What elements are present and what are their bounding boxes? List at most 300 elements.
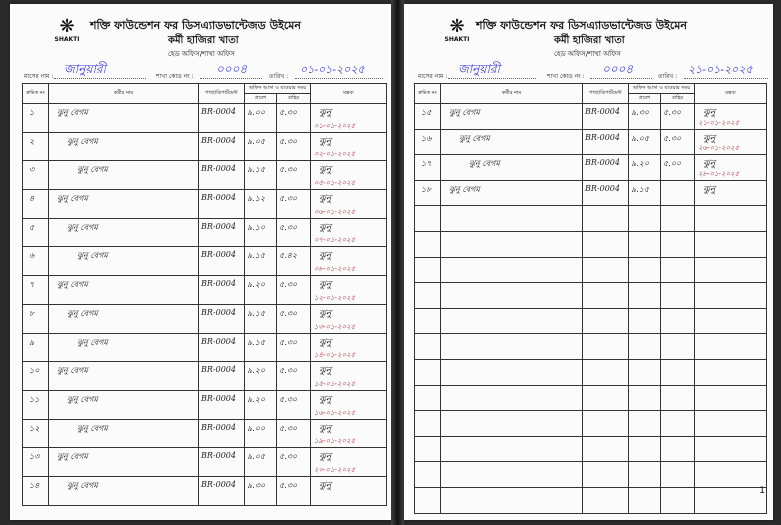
exit-cell	[277, 190, 311, 219]
table-row	[415, 411, 767, 437]
signature-date: ১৩-০১-২০২৫	[314, 322, 356, 331]
table-row	[23, 304, 387, 333]
branch-cell	[583, 155, 629, 181]
serial-cell	[415, 283, 441, 309]
branch-cell	[583, 334, 629, 360]
remarks-cell	[695, 436, 767, 462]
signature: ঝুনু	[319, 108, 332, 118]
table-row	[415, 104, 767, 130]
serial-cell	[415, 359, 441, 385]
serial-cell	[23, 247, 49, 276]
signature: ঝুনু	[319, 423, 332, 434]
serial-cell	[23, 390, 49, 419]
name-cell-text: ঝুনু বেগম	[67, 222, 98, 232]
serial-cell	[23, 333, 49, 362]
serial-cell-text: ১৫	[421, 108, 432, 117]
serial-cell-text: ৬	[29, 251, 35, 261]
table-row	[415, 462, 767, 488]
exit-cell	[277, 304, 311, 333]
serial-cell-text: ৮	[29, 308, 35, 318]
table-row	[23, 276, 387, 305]
signature: ঝুনু	[319, 366, 332, 377]
signature: ঝুনু	[319, 136, 332, 147]
table-row	[23, 333, 387, 362]
table-row	[415, 155, 767, 181]
exit-cell	[661, 104, 695, 130]
branch-cell	[583, 359, 629, 385]
name-cell-text: ঝুনু বেগম	[469, 159, 500, 169]
table-row	[415, 487, 767, 513]
branch-cell	[199, 304, 245, 333]
exit-cell-text: ৫.৩০	[663, 108, 682, 117]
entry-cell-text: ৯.১০	[247, 222, 266, 232]
col-exit: বাহির	[277, 94, 311, 104]
table-row	[23, 476, 387, 505]
exit-cell	[277, 390, 311, 419]
exit-cell	[277, 161, 311, 190]
exit-cell	[661, 411, 695, 437]
right-page	[404, 4, 773, 520]
col-time-group: অফিস আসা ও যাওয়ার সময়	[629, 84, 695, 94]
table-row	[23, 247, 387, 276]
entry-cell-text: ৯.১৫	[247, 337, 266, 347]
serial-cell-text: ১২	[29, 423, 40, 433]
branch-cell	[199, 218, 245, 247]
name-cell	[441, 231, 583, 257]
name-cell	[49, 419, 199, 448]
table-row	[23, 419, 387, 448]
entry-cell	[629, 334, 661, 360]
exit-cell	[277, 104, 311, 133]
serial-cell	[415, 436, 441, 462]
name-cell	[441, 180, 583, 206]
branch-cell	[199, 333, 245, 362]
serial-cell	[415, 206, 441, 232]
remarks-cell	[695, 180, 767, 206]
name-cell-text: ঝুনু বেগম	[57, 194, 88, 204]
date-value: ০১-০১-২০২৫	[300, 63, 365, 76]
remarks-cell	[311, 132, 387, 161]
exit-cell-text: ৫.৩০	[663, 133, 682, 143]
col-name: কর্মীর নাম	[441, 84, 583, 104]
table-row	[23, 390, 387, 419]
branch-cell	[199, 362, 245, 391]
serial-cell-text: ২	[29, 136, 35, 146]
exit-cell	[661, 359, 695, 385]
serial-cell	[23, 448, 49, 477]
office-label: হেড অফিস/শাখা অফিস	[554, 50, 621, 58]
name-cell	[441, 436, 583, 462]
signature: ঝুনু	[319, 165, 332, 176]
serial-cell	[23, 132, 49, 161]
branch-cell	[583, 411, 629, 437]
entry-cell-text: ৯.১৫	[631, 184, 650, 194]
serial-cell	[415, 180, 441, 206]
signature-date: ০৬-০১-২০২৫	[314, 207, 356, 216]
exit-cell	[277, 218, 311, 247]
entry-cell	[629, 487, 661, 513]
serial-cell-text: ১১	[29, 394, 40, 404]
exit-cell	[661, 155, 695, 181]
branch-cell-text: BR-0004	[201, 221, 236, 231]
exit-cell	[277, 276, 311, 305]
name-cell	[441, 257, 583, 283]
serial-cell-text: ৩	[29, 165, 35, 175]
signature-date: ২৬-০১-২০২৫	[698, 144, 740, 153]
name-cell	[441, 411, 583, 437]
shakti-logo: ❋ SHAKTI	[440, 18, 474, 43]
exit-cell-text: ৫.৩০	[279, 308, 298, 318]
table-row	[415, 308, 767, 334]
remarks-cell	[311, 448, 387, 477]
entry-cell-text: ৯.০৫	[247, 136, 266, 146]
signature-date: ০২-০১-২০২৫	[314, 150, 356, 159]
branch-code-label: শাখা কোড নং :	[156, 73, 194, 80]
exit-cell-text: ৫.৩০	[279, 394, 298, 404]
entry-cell	[629, 359, 661, 385]
table-row	[415, 231, 767, 257]
remarks-cell	[695, 308, 767, 334]
signature: ঝুনু	[319, 308, 332, 319]
signature-date: ১৯-০১-২০২৫	[314, 437, 356, 446]
exit-cell-text: ৫.৩০	[279, 452, 298, 462]
branch-cell-text: BR-0004	[201, 279, 236, 289]
remarks-cell	[695, 206, 767, 232]
entry-cell	[629, 283, 661, 309]
table-row	[415, 283, 767, 309]
branch-cell-text: BR-0004	[201, 250, 236, 260]
month-label: মাসের নাম :	[24, 73, 54, 80]
branch-code-value: ০০০৪	[216, 62, 248, 76]
entry-cell	[245, 190, 277, 219]
branch-cell	[199, 276, 245, 305]
name-cell	[441, 155, 583, 181]
col-serial: ক্রমিক নং	[415, 84, 441, 104]
serial-cell	[23, 304, 49, 333]
serial-cell	[23, 161, 49, 190]
serial-cell-text: ১৬	[421, 133, 432, 143]
serial-cell	[415, 308, 441, 334]
exit-cell	[277, 448, 311, 477]
exit-cell	[661, 231, 695, 257]
name-cell-text: ঝুনু বেগম	[57, 366, 88, 376]
remarks-cell	[695, 129, 767, 155]
remarks-cell	[695, 155, 767, 181]
branch-cell-text: BR-0004	[201, 164, 236, 174]
branch-cell-text: BR-0004	[201, 422, 236, 432]
serial-cell	[23, 362, 49, 391]
branch-cell	[199, 190, 245, 219]
entry-cell	[245, 390, 277, 419]
name-cell	[49, 161, 199, 190]
signature-date: ১২-০১-২০২৫	[314, 293, 356, 302]
serial-cell	[415, 257, 441, 283]
branch-cell	[583, 257, 629, 283]
table-row	[415, 334, 767, 360]
exit-cell-text: ৫.৩০	[279, 165, 298, 175]
signature-date: ০৮-০১-২০২৫	[314, 265, 356, 274]
branch-cell	[199, 104, 245, 133]
name-cell	[441, 308, 583, 334]
signature: ঝুনু	[703, 184, 716, 195]
exit-cell	[277, 476, 311, 505]
branch-cell	[583, 180, 629, 206]
table-row	[415, 385, 767, 411]
serial-cell	[415, 104, 441, 130]
signature: ঝুনু	[319, 222, 332, 233]
branch-cell	[583, 129, 629, 155]
entry-cell-text: ৯.২০	[631, 159, 650, 169]
remarks-cell	[311, 161, 387, 190]
table-row	[23, 448, 387, 477]
col-entry: প্রবেশ	[629, 94, 661, 104]
serial-cell-text: ১৮	[421, 184, 432, 194]
remarks-cell	[695, 257, 767, 283]
name-cell	[49, 362, 199, 391]
signature: ঝুনু	[319, 280, 332, 291]
name-cell-text: ঝুনু বেগম	[67, 136, 98, 146]
register-title: কর্মী হাজিরা খাতা	[554, 35, 625, 46]
fan-icon: ❋	[449, 16, 465, 37]
entry-cell-text: ৯.১২	[247, 194, 266, 204]
signature: ঝুনু	[319, 194, 332, 205]
branch-cell-text: BR-0004	[201, 393, 236, 403]
name-cell	[441, 129, 583, 155]
exit-cell	[661, 308, 695, 334]
signature-date: ২১-০১-২০২৫	[698, 118, 740, 127]
exit-cell	[661, 129, 695, 155]
name-cell	[49, 132, 199, 161]
entry-cell-text: ৯.০০	[247, 108, 266, 117]
entry-cell-text: ৯.০৫	[247, 452, 266, 462]
exit-cell	[661, 462, 695, 488]
signature-date: ১৫-০১-২০২৫	[314, 379, 356, 388]
exit-cell-text: ৫.৪২	[279, 251, 298, 261]
name-cell-text: ঝুনু বেগম	[459, 133, 490, 143]
branch-cell-text: BR-0004	[585, 132, 620, 142]
branch-cell-text: BR-0004	[201, 307, 236, 317]
entry-cell-text: ৯.১৫	[247, 251, 266, 261]
entry-cell	[245, 132, 277, 161]
serial-cell	[23, 218, 49, 247]
date-value: ২১-০১-২০২৫	[688, 63, 753, 76]
remarks-cell	[311, 476, 387, 505]
serial-cell	[23, 190, 49, 219]
entry-cell-text: ৯.০০	[247, 423, 266, 433]
entry-cell-text: ৯.১৫	[247, 165, 266, 175]
branch-cell	[583, 436, 629, 462]
name-cell	[49, 476, 199, 505]
serial-cell	[415, 411, 441, 437]
exit-cell-text: ৫.৩০	[279, 136, 298, 146]
entry-cell	[245, 362, 277, 391]
name-cell-text: ঝুনু বেগম	[67, 394, 98, 404]
exit-cell-text: ৫.৩০	[279, 222, 298, 232]
signature: ঝুনু	[319, 337, 332, 348]
table-row	[23, 362, 387, 391]
entry-cell	[245, 304, 277, 333]
name-cell	[49, 390, 199, 419]
serial-cell	[23, 476, 49, 505]
entry-cell	[629, 155, 661, 181]
branch-cell-text: BR-0004	[201, 135, 236, 145]
remarks-cell	[311, 419, 387, 448]
entry-cell	[629, 436, 661, 462]
entry-cell	[245, 419, 277, 448]
branch-cell-text: BR-0004	[585, 158, 620, 168]
entry-cell	[245, 333, 277, 362]
exit-cell-text: ৫.০০	[663, 159, 682, 169]
serial-cell-text: ১	[29, 108, 35, 117]
serial-cell	[415, 385, 441, 411]
month-value: জানুয়ারী	[458, 62, 500, 76]
name-cell	[441, 206, 583, 232]
name-cell	[49, 304, 199, 333]
exit-cell	[661, 334, 695, 360]
table-row	[415, 180, 767, 206]
name-cell	[441, 283, 583, 309]
exit-cell-text: ৫.৩০	[279, 366, 298, 376]
serial-cell-text: ১০	[29, 366, 40, 376]
signature: ঝুনু	[319, 480, 332, 491]
name-cell	[49, 276, 199, 305]
exit-cell	[661, 385, 695, 411]
remarks-cell	[311, 304, 387, 333]
remarks-cell	[695, 487, 767, 513]
name-cell	[49, 247, 199, 276]
remarks-cell	[695, 283, 767, 309]
branch-cell	[199, 247, 245, 276]
remarks-cell	[695, 411, 767, 437]
signature-date: ০৫-০১-২০২৫	[314, 179, 356, 188]
table-row	[415, 436, 767, 462]
branch-code-value: ০০০৪	[602, 62, 634, 76]
name-cell-text: ঝুনু বেগম	[67, 308, 98, 318]
col-exit: বাহির	[661, 94, 695, 104]
name-cell-text: ঝুনু বেগম	[57, 452, 88, 462]
name-cell	[441, 359, 583, 385]
entry-cell	[629, 257, 661, 283]
month-label: মাসের নাম :	[418, 73, 448, 80]
signature: ঝুনু	[319, 251, 332, 262]
exit-cell	[661, 283, 695, 309]
name-cell-text: ঝুনু বেগম	[77, 423, 108, 433]
remarks-cell	[695, 385, 767, 411]
col-remarks: মন্তব্য	[311, 84, 387, 104]
month-value: জানুয়ারী	[64, 62, 106, 76]
serial-cell	[415, 155, 441, 181]
col-name: কর্মীর নাম	[49, 84, 199, 104]
remarks-cell	[695, 104, 767, 130]
fan-icon: ❋	[59, 16, 75, 37]
serial-cell-text: ১৭	[421, 159, 432, 169]
exit-cell-text: ৫.৩০	[279, 108, 298, 117]
branch-cell	[199, 390, 245, 419]
signature-date: ০১-০১-২০২৫	[314, 121, 356, 130]
signature: ঝুনু	[319, 394, 332, 405]
entry-cell	[245, 247, 277, 276]
remarks-cell	[311, 104, 387, 133]
remarks-cell	[695, 231, 767, 257]
entry-cell	[245, 476, 277, 505]
entry-cell	[245, 448, 277, 477]
exit-cell-text: ৫.৩০	[279, 337, 298, 347]
org-name: শক্তি ফাউন্ডেশন ফর ডিসএ্যাডভান্টেজড উইমেন	[90, 19, 301, 32]
serial-cell	[23, 276, 49, 305]
entry-cell	[629, 385, 661, 411]
branch-cell-text: BR-0004	[201, 193, 236, 203]
register-title: কর্মী হাজিরা খাতা	[168, 35, 239, 46]
branch-cell-text: BR-0004	[585, 183, 620, 193]
entry-cell	[245, 161, 277, 190]
branch-cell-text: BR-0004	[201, 336, 236, 346]
remarks-cell	[695, 334, 767, 360]
entry-cell-text: ৯.৩০	[631, 108, 650, 117]
remarks-cell	[311, 276, 387, 305]
signature-date: ১৪-০১-২০২৫	[314, 351, 356, 360]
entry-cell	[245, 276, 277, 305]
signature: ঝুনু	[319, 452, 332, 463]
table-row	[23, 190, 387, 219]
name-cell-text: ঝুনু বেগম	[77, 251, 108, 261]
remarks-cell	[311, 247, 387, 276]
office-label: হেড অফিস/শাখা অফিস	[168, 50, 235, 58]
remarks-cell	[311, 362, 387, 391]
entry-cell-text: ৯.২০	[247, 280, 266, 290]
serial-cell	[415, 487, 441, 513]
serial-cell	[415, 129, 441, 155]
page-number: 1	[759, 486, 765, 496]
signature: ঝুনু	[703, 159, 716, 170]
left-page	[10, 4, 391, 520]
signature-date: ২৮-০১-২০২৫	[698, 169, 740, 178]
serial-cell	[23, 104, 49, 133]
serial-cell	[415, 231, 441, 257]
entry-cell	[629, 180, 661, 206]
exit-cell	[661, 257, 695, 283]
branch-cell	[199, 132, 245, 161]
branch-cell-text: BR-0004	[201, 479, 236, 489]
entry-cell-text: ৯.১৫	[247, 308, 266, 318]
entry-cell	[245, 218, 277, 247]
branch-cell	[583, 104, 629, 130]
exit-cell	[661, 206, 695, 232]
entry-cell	[629, 206, 661, 232]
entry-cell-text: ৯.২০	[247, 366, 266, 376]
exit-cell-text: ৫.৩০	[279, 423, 298, 433]
branch-cell	[199, 419, 245, 448]
exit-cell	[277, 419, 311, 448]
remarks-cell	[311, 333, 387, 362]
exit-cell-text: ৫.৩০	[279, 280, 298, 290]
entry-cell	[629, 462, 661, 488]
exit-cell-text: ৫.৩০	[279, 480, 298, 490]
branch-cell	[583, 462, 629, 488]
branch-cell	[583, 231, 629, 257]
branch-cell-text: BR-0004	[201, 365, 236, 375]
exit-cell	[277, 247, 311, 276]
remarks-cell	[695, 359, 767, 385]
book-spine	[391, 0, 404, 525]
table-row	[23, 218, 387, 247]
serial-cell-text: ৫	[29, 222, 35, 232]
branch-cell	[199, 161, 245, 190]
signature-date: ২০-০১-২০২৫	[314, 465, 356, 474]
serial-cell-text: ৯	[29, 337, 35, 347]
signature: ঝুনু	[703, 133, 716, 144]
name-cell	[441, 334, 583, 360]
branch-cell	[583, 385, 629, 411]
